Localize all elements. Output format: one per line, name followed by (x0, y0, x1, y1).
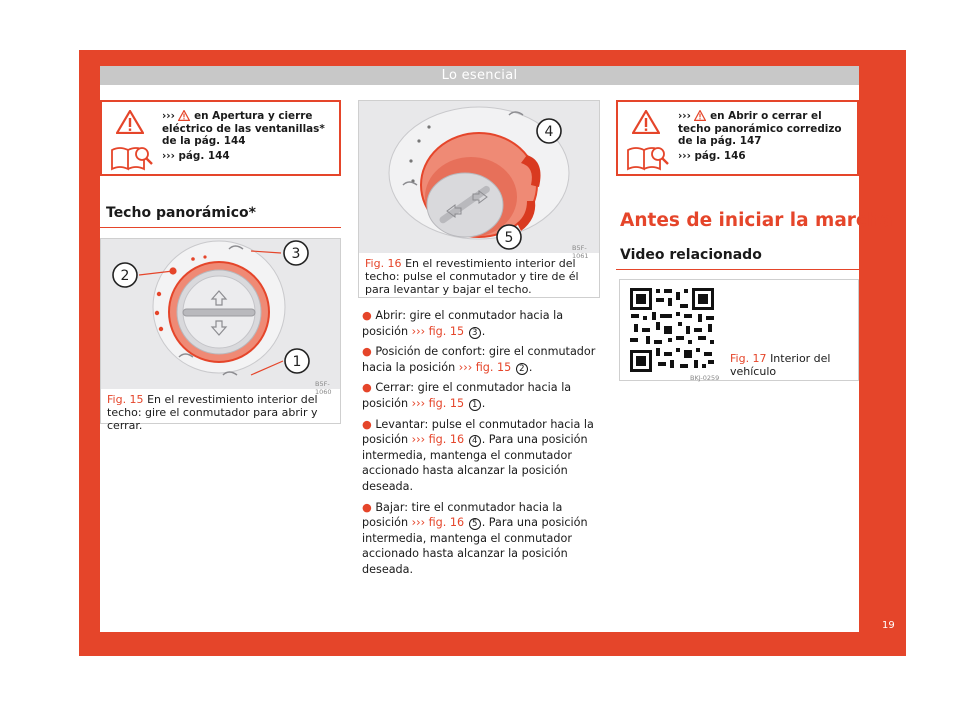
section-rule (100, 227, 341, 228)
page-number: 19 (882, 620, 895, 631)
warning-left-text[interactable]: en Apertura y cierre eléctrico de las ventanillas* de la pág. 144 (162, 110, 325, 147)
callout-5: 5 (504, 230, 514, 246)
instruction-list (362, 308, 600, 583)
warning-right-text[interactable]: en Abrir o cerrar el techo panorámico corredizo de la pág. 147 (678, 110, 842, 147)
position-number-badge: 3 (469, 327, 481, 339)
instruction-item: ● Bajar: tire el conmutador hacia la posición ››› fig. 16 5 . Para una posición intermedia, mantenga el conmutador accionado hasta alcanzar la posición deseada. (362, 500, 588, 576)
callout-3: 3 (291, 246, 301, 262)
instruction-item: ● Posición de confort: gire el conmutador hacia la posición ››› fig. 15 2 . (362, 345, 596, 374)
callout-2: 2 (120, 268, 130, 284)
figure-16 (358, 100, 600, 298)
figure-15-code: B5F-1060 (315, 380, 332, 396)
page-header-title: Lo esencial (441, 68, 518, 83)
figure-15-caption (107, 393, 337, 432)
callout-4: 4 (544, 124, 554, 140)
warning-left-page-link[interactable]: pág. 144 (178, 150, 230, 162)
figure-17-caption-text: Interior del vehículo (730, 352, 831, 378)
figure-15-caption-text: En el revestimiento interior del techo: gire el conmutador para abrir y cerrar. (107, 393, 318, 432)
position-number-badge: 4 (469, 435, 481, 447)
warning-triangle-inline-icon (178, 110, 190, 121)
figure-17-label: Fig. 17 (730, 352, 767, 365)
warning-right-line2 (678, 150, 856, 163)
section-subtitle-video: Video relacionado (620, 247, 762, 263)
callout-1: 1 (292, 354, 302, 370)
roof-dial-illustration (101, 239, 340, 389)
figure-16-label: Fig. 16 (365, 257, 402, 270)
section-rule (616, 269, 859, 270)
figure-xref-link[interactable]: ››› fig. 16 (411, 516, 465, 530)
instruction-item: ● Abrir: gire el conmutador hacia la posición ››› fig. 15 3 . (362, 309, 564, 338)
figure-xref-link[interactable]: ››› fig. 15 (411, 324, 465, 338)
warning-triangle-icon (116, 110, 144, 134)
figure-15-label: Fig. 15 (107, 393, 144, 406)
figure-17 (619, 279, 859, 381)
figure-17-code: BKJ-0259 (690, 374, 720, 382)
instruction-item: ● Cerrar: gire el conmutador hacia la posición ››› fig. 15 1 . (362, 381, 572, 410)
warning-triangle-inline-icon (694, 110, 706, 121)
arrow-glyph: ››› (678, 110, 691, 122)
roof-dial-tilt-illustration (359, 101, 599, 253)
instruction-item: ● Levantar: pulse el conmutador hacia la posición ››› fig. 16 4 . Para una posición intermedia, mantenga el conmutador accionado hasta alcanzar la posición deseada. (362, 417, 594, 493)
figure-xref-link[interactable]: ››› fig. 16 (411, 433, 465, 447)
figure-xref-link[interactable]: ››› fig. 15 (411, 396, 465, 410)
warning-right-line1 (678, 110, 856, 148)
warning-triangle-icon (632, 110, 660, 134)
warning-right-page-link[interactable]: pág. 146 (694, 150, 746, 162)
figure-16-image (359, 101, 599, 253)
arrow-glyph: ››› (162, 110, 175, 122)
warning-left-line2 (162, 150, 340, 163)
arrow-glyph: ››› (678, 150, 691, 162)
figure-17-caption (730, 352, 850, 378)
chapter-title: Antes de iniciar la marcha (620, 210, 893, 231)
qr-code-icon[interactable] (628, 286, 716, 374)
figure-16-caption-text: En el revestimiento interior del techo: pulse el conmutador y tire de él para levantar y bajar el techo. (365, 257, 579, 296)
position-number-badge: 1 (469, 399, 481, 411)
figure-15-image (101, 239, 340, 389)
figure-16-code: B5F-1061 (572, 244, 589, 260)
figure-15 (100, 238, 341, 432)
warning-box-left (100, 100, 341, 176)
manual-book-icon (626, 142, 670, 172)
section-title-techo: Techo panorámico* (106, 205, 256, 221)
figure-16-caption (365, 257, 597, 296)
warning-box-right (616, 100, 859, 176)
figure-xref-link[interactable]: ››› fig. 15 (458, 360, 512, 374)
position-number-badge: 5 (469, 518, 481, 530)
warning-left-line1 (162, 110, 340, 148)
manual-book-icon (110, 142, 154, 172)
position-number-badge: 2 (516, 363, 528, 375)
arrow-glyph: ››› (162, 150, 175, 162)
